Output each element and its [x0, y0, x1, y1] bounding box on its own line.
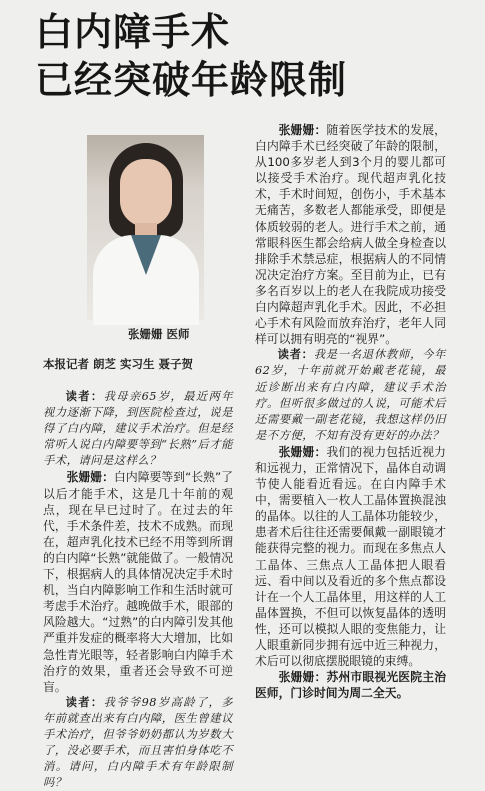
- speaker-label: 读者：: [65, 695, 104, 709]
- answer-text: 我们的视力包括近视力和远视力，正常情况下，晶体自动调节使人能看近看远。在白内障手术中，需要植入一枚人工晶体置换混浊的晶体。以往的人工晶体功能较少，患者术后往往还需要佩戴一副眼镜才能获得完整的视力。而现在多焦点人工晶体、三焦点人工晶体把人眼看远、看中间以及看近的多个焦点都设计在一个人工晶体里，用这样的人工晶体置换，不但可以恢复晶体的透明性，还可以模拟人眼的变焦能力，让人眼重新同步拥有远中近三种视力，术后可以彻底摆脱眼镜的束缚。: [255, 444, 446, 669]
- photo-caption: 张姗姗 医师: [128, 327, 190, 341]
- answer-text: 随着医学技术的发展，白内障手术已经突破了年龄的限制，从100多岁老人到3个月的婴儿都可以接受手术治疗。现代超声乳化技术，手术时间短，创伤小，手术基本无痛苦，多数老人都能承受，即便是体质较弱的老人。进行手术之前，通常眼科医生都会给病人做全身检查以排除手术禁忌症，根据病人的不同情况决定治疗方案。至目前为止，已有多名百岁以上的老人在我院成功接受白内障超声乳化手术。因此，不必担心手术有风险而放弃治疗，老年人同样可以拥有明亮的“视界”。: [255, 123, 446, 347]
- doctor-answer-2: [255, 122, 446, 347]
- right-text-column: [255, 122, 446, 767]
- reader-question-2: [43, 695, 233, 791]
- speaker-label: 读者：: [65, 390, 104, 403]
- doctor-answer-1: [43, 469, 233, 694]
- speaker-label: 读者：: [277, 348, 314, 362]
- question-text: 我是一名退休教师，今年62岁，十年前就开始戴老花镜，最近诊断出来有白内障，建议手术治疗。但听很多做过的人说，可能术后还需要戴一副老花镜，我想这样仍旧是不方便，不知有没有更好的办法？: [255, 348, 446, 442]
- reporter-byline: 本报记者 朗芝 实习生 聂子贺: [43, 357, 194, 371]
- reader-question-1: [43, 389, 233, 469]
- article-headline: [35, 8, 347, 104]
- answer-text: 白内障要等到“长熟”了以后才能手术，这是几十年前的观点，现在早已过时了。在过去的年代，手术条件差，技术不成熟。而现在，超声乳化技术已经不用等到所谓的白内障“长熟”就能做了。一般情况下，根据病人的具体情况决定手术时机，当白内障影响工作和生活时就可考虑手术治疗。越晚做手术，眼部的风险越大。“过熟”的白内障引发其他严重并发症的概率将大大增加，比如急性青光眼等，轻者影响白内障手术治疗的效果，重者还会导致不可逆盲。: [43, 470, 233, 694]
- speaker-label: 张姗姗：: [278, 444, 327, 459]
- doctor-answer-3: [255, 444, 446, 669]
- headline-line-2: 已经突破年龄限制: [35, 58, 348, 102]
- speaker-label: 张姗姗：: [278, 123, 327, 137]
- left-text-column: [43, 389, 233, 790]
- doctor-signature: 张姗姗：苏州市眼视光医院主治医师，门诊时间为周二全天。: [255, 670, 446, 701]
- question-text: 我母亲65岁，最近两年视力逐渐下降，到医院检查过，说是得了白内障，建议手术治疗。但是经常听人说白内障要等到“长熟”后才能手术，请问是这样么？: [43, 390, 233, 468]
- headline-line-1: 白内障手术: [35, 10, 231, 54]
- speaker-label: 张姗姗：: [66, 470, 115, 485]
- question-text: 我爷爷98岁高龄了，多年前就查出来有白内障，医生曾建议手术治疗，但爷爷奶奶都认为岁数大了，没必要手术，而且害怕身体吃不消。请问，白内障手术有年龄限制吗？: [43, 695, 233, 790]
- doctor-portrait-photo: [87, 135, 204, 320]
- reader-question-3: [255, 347, 446, 444]
